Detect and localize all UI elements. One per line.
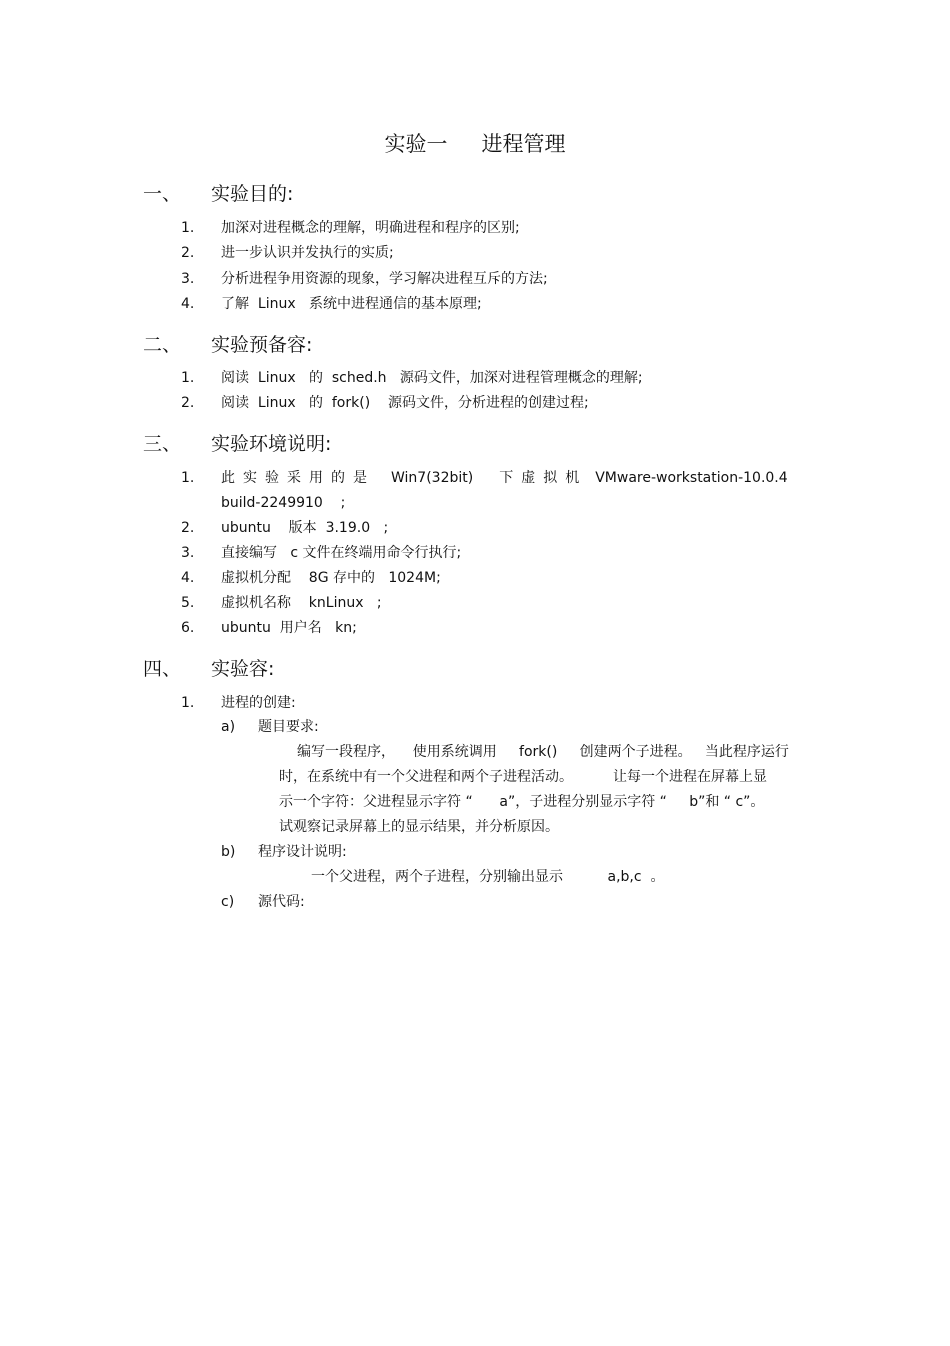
title-part-1: 实验一 xyxy=(384,132,448,156)
paragraph-line: 编写一段程序， 使用系统调用 fork() 创建两个子进程。 当此程序运行 xyxy=(297,744,789,760)
list-item: 1. 进程的创建: xyxy=(181,695,296,711)
list-item: 2. 进一步认识并发执行的实质; xyxy=(181,245,394,261)
section-heading-1: 一、 实验目的: xyxy=(143,183,294,205)
list-item: 5. 虚拟机名称 knLinux ; xyxy=(181,595,382,611)
sub-item-b: b) 程序设计说明: xyxy=(221,844,347,860)
section-heading-3: 三、 实验环境说明: xyxy=(143,433,332,455)
sub-item-a: a) 题目要求: xyxy=(221,719,319,735)
list-item: 3. 分析进程争用资源的现象，学习解决进程互斥的方法; xyxy=(181,271,548,287)
section-heading-4: 四、 实验容: xyxy=(143,658,275,680)
list-item: 1. 此实验采用的是 Win7(32bit) 下虚拟机 VMware-workstation-10.0.4 xyxy=(181,470,788,486)
list-item: 4. 虚拟机分配 8G 存中的 1024M; xyxy=(181,570,441,586)
list-item: 4. 了解 Linux 系统中进程通信的基本原理; xyxy=(181,296,482,312)
sub-item-c: c) 源代码: xyxy=(221,894,305,910)
list-item: 6. ubuntu 用户名 kn; xyxy=(181,620,357,636)
list-item: 1. 加深对进程概念的理解，明确进程和程序的区别; xyxy=(181,220,520,236)
title-part-2: 进程管理 xyxy=(481,132,566,156)
list-item-continuation: build-2249910 ; xyxy=(221,495,346,511)
paragraph-line: 试观察记录屏幕上的显示结果，并分析原因。 xyxy=(279,819,559,835)
list-item: 2. 阅读 Linux 的 fork() 源码文件，分析进程的创建过程; xyxy=(181,395,589,411)
section-heading-2: 二、 实验预备容: xyxy=(143,334,313,356)
paragraph-line: 时，在系统中有一个父进程和两个子进程活动。 让每一个进程在屏幕上显 xyxy=(279,769,768,785)
paragraph-line: 一个父进程，两个子进程，分别输出显示 a,b,c 。 xyxy=(311,869,665,885)
list-item: 2. ubuntu 版本 3.19.0 ; xyxy=(181,520,389,536)
list-item: 1. 阅读 Linux 的 sched.h 源码文件，加深对进程管理概念的理解; xyxy=(181,370,643,386)
paragraph-line: 示一个字符：父进程显示字符 “ a”，子进程分别显示字符 “ b”和 “ c”。 xyxy=(279,794,765,810)
page-title xyxy=(0,128,950,158)
list-item: 3. 直接编写 c 文件在终端用命令行执行; xyxy=(181,545,462,561)
